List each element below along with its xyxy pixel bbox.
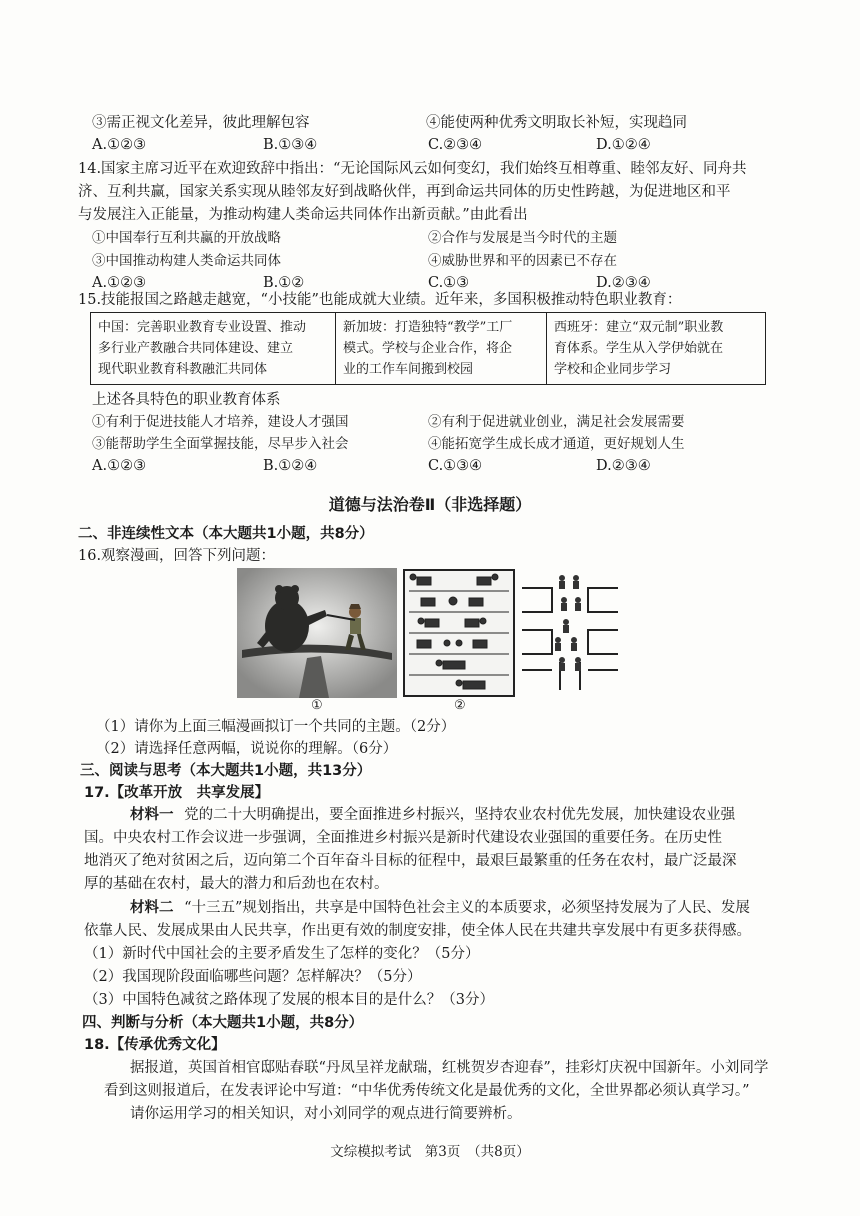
q14-stem-line-1: 14.国家主席习近平在欢迎致辞中指出：“无论国际风云如何变幻，我们始终互相尊重、睦邻友好、同舟共: [78, 161, 747, 177]
q15-stem: 15.技能报国之路越走越宽，“小技能”也能成就大业绩。近年来，多国积极推动特色职业教育：: [78, 292, 682, 308]
q17-sub-1: （1）新时代中国社会的主要矛盾发生了怎样的变化？（5分）: [84, 946, 480, 962]
q17-sub-3: （3）中国特色减贫之路体现了发展的根本目的是什么？（3分）: [84, 992, 494, 1008]
q13-answer-a: A.①②③: [92, 137, 147, 153]
section-2-heading: 二、非连续性文本（本大题共1小题，共8分）: [78, 526, 374, 542]
q14-option-1: ①中国奉行互利共赢的开放战略: [92, 230, 281, 246]
q13-answer-d: D.①②④: [596, 137, 651, 153]
q14-option-4: ④威胁世界和平的因素已不存在: [428, 253, 617, 269]
q17-material-2-line-2: 依靠人民、发展成果由人民共享，作出更有效的制度安排，使全体人民在共建共享发展中有更多获得感。: [84, 923, 751, 939]
q13-option-4: ④能使两种优秀文明取长补短，实现趋同: [426, 115, 687, 131]
q14-stem-line-3: 与发展注入正能量，为推动构建人类命运共同体作出新贡献。”由此看出: [78, 207, 528, 223]
page-footer: 文综模拟考试 第3页 （共8页）: [330, 1144, 530, 1160]
q16-sub-2: （2）请选择任意两幅，说说你的理解。（6分）: [96, 741, 398, 757]
table-cell-singapore: 新加坡：打造独特“教学”工厂 模式。学校与企业合作，将企 业的工作车间搬到校园: [336, 313, 547, 385]
q13-answer-b: B.①③④: [263, 137, 318, 153]
cartoon-3-helping-climb: [520, 572, 620, 694]
section-4-heading: 四、判断与分析（本大题共1小题，共8分）: [82, 1015, 364, 1031]
q17-material-1-line-1: 材料一 党的二十大明确提出，要全面推进乡村振兴，坚持农业农村优先发展，加快建设农业强: [130, 807, 736, 823]
q14-answer-c: C.①③: [428, 275, 470, 291]
cartoon-2-caption: ②: [454, 698, 466, 713]
q15-after-table: 上述各具特色的职业教育体系: [92, 392, 281, 408]
q18-line-1: 据报道，英国首相官邸贴春联“丹凤呈祥龙献瑞，红桃贺岁杏迎春”，挂彩灯庆祝中国新年。小刘同学: [130, 1060, 769, 1076]
q15-answer-d: D.②③④: [596, 458, 651, 474]
q18-line-3: 请你运用学习的相关知识，对小刘同学的观点进行简要辨析。: [130, 1106, 522, 1122]
cartoon-1-caption: ①: [311, 698, 323, 713]
q16-stem: 16.观察漫画，回答下列问题：: [78, 548, 276, 564]
cartoon-1-bear-hunter: [237, 568, 397, 698]
cartoon-2-donkeys-cooperation: [403, 569, 515, 697]
q14-stem-line-2: 济、互利共赢，国家关系实现从睦邻友好到战略伙伴，再到命运共同体的历史性跨越，为促进地区和平: [78, 184, 731, 200]
q13-option-3: ③需正视文化差异，彼此理解包容: [92, 115, 310, 131]
q15-answer-b: B.①②④: [263, 458, 318, 474]
q17-sub-2: （2）我国现阶段面临哪些问题？怎样解决？（5分）: [84, 969, 422, 985]
q14-answer-b: B.①②: [263, 275, 305, 291]
q13-answer-c: C.②③④: [428, 137, 483, 153]
section-3-heading: 三、阅读与思考（本大题共1小题，共13分）: [80, 763, 372, 779]
q15-option-3: ③能帮助学生全面掌握技能，尽早步入社会: [92, 436, 349, 452]
q14-answer-d: D.②③④: [596, 275, 651, 291]
material-2-label: 材料二: [130, 900, 174, 916]
q17-material-2-line-1: 材料二 “十三五”规划指出，共享是中国特色社会主义的本质要求，必须坚持发展为了人民、发展: [130, 900, 750, 916]
q14-option-3: ③中国推动构建人类命运共同体: [92, 253, 281, 269]
section-title: 道德与法治卷Ⅱ（非选择题）: [328, 495, 532, 514]
table-cell-china: 中国：完善职业教育专业设置、推动 多行业产教融合共同体建设、建立 现代职业教育科教融汇共同体: [91, 313, 336, 385]
q14-option-2: ②合作与发展是当今时代的主题: [428, 230, 617, 246]
q15-answer-c: C.①③④: [428, 458, 483, 474]
q16-sub-1: （1）请你为上面三幅漫画拟订一个共同的主题。（2分）: [96, 719, 456, 735]
q17-material-1-line-4: 厚的基础在农村，最大的潜力和后劲也在农村。: [84, 876, 389, 892]
q15-option-4: ④能拓宽学生成长成才通道，更好规划人生: [428, 436, 685, 452]
material-1-label: 材料一: [130, 807, 174, 823]
q15-option-2: ②有利于促进就业创业，满足社会发展需要: [428, 414, 685, 430]
q18-line-2: 看到这则报道后，在发表评论中写道：“中华优秀传统文化是最优秀的文化，全世界都必须认真学习。”: [104, 1083, 750, 1099]
q17-material-1-line-3: 地消灭了绝对贫困之后，迈向第二个百年奋斗目标的征程中，最艰巨最繁重的任务在农村，最广泛最深: [84, 853, 737, 869]
table-cell-spain: 西班牙：建立“双元制”职业教 育体系。学生从入学伊始就在 学校和企业同步学习: [547, 313, 766, 385]
q17-material-1-line-2: 国。中央农村工作会议进一步强调，全面推进乡村振兴是新时代建设农业强国的重要任务。在历史性: [84, 830, 722, 846]
q17-title: 17.【改革开放 共享发展】: [84, 785, 270, 801]
q18-title: 18.【传承优秀文化】: [84, 1037, 226, 1053]
q14-answer-a: A.①②③: [92, 275, 147, 291]
q15-option-1: ①有利于促进技能人才培养，建设人才强国: [92, 414, 349, 430]
q15-answer-a: A.①②③: [92, 458, 147, 474]
vocational-education-table: [90, 312, 766, 385]
